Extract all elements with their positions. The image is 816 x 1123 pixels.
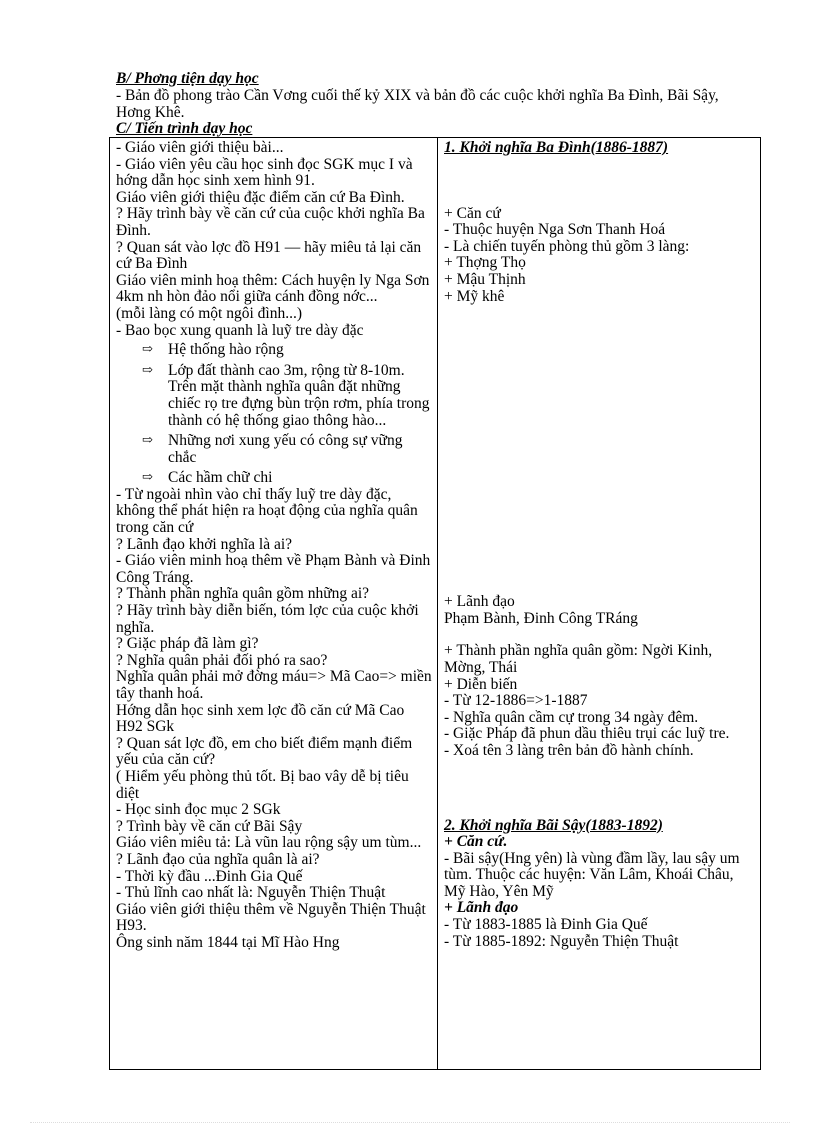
left-line: Ông sinh năm 1844 tại Mĩ Hào Hng — [116, 933, 340, 951]
left-line: - Bao bọc xung quanh là luỹ tre dày đặc — [116, 321, 364, 339]
right-line: + Lãnh đạo — [444, 593, 515, 611]
right-line: + Lãnh đạo — [444, 899, 519, 917]
left-line: ? Hãy trình bày về căn cứ của cuộc khởi nghĩa Ba Đình. — [116, 205, 425, 239]
content-cell — [438, 138, 761, 1070]
right-line: - Từ 12-1886=>1-1887 — [444, 692, 588, 710]
left-line: ? Trình bày về căn cứ Bãi Sậy — [116, 817, 303, 835]
teacher-activities-cell — [110, 138, 438, 1070]
left-line: (mỗi làng có một ngôi đình...) — [116, 304, 302, 322]
arrow-icon: ⇨ — [142, 341, 153, 357]
teacher-activities — [110, 138, 437, 952]
lesson-content — [438, 138, 760, 950]
left-line: ? Quan sát lợc đồ, em cho biết điểm mạnh điểm yếu của căn cứ? — [116, 734, 413, 769]
section-b-title: B/ Phơng tiện dạy học — [116, 70, 259, 87]
right-line: + Căn cứ. — [444, 833, 508, 851]
right-line: - Là chiến tuyến phòng thủ gồm 3 làng: — [444, 237, 690, 255]
arrow-list-item — [116, 342, 432, 359]
right-line: - Từ 1885-1892: Nguyễn Thiện Thuật — [444, 932, 679, 950]
arrow-list-item — [116, 470, 432, 487]
left-line: - Giáo viên yêu cầu học sinh đọc SGK mục I và hớng dẫn học sinh xem hình 91. — [116, 155, 413, 190]
left-line: - Học sinh đọc mục 2 SGk — [116, 801, 281, 819]
left-line: Hớng dẫn học sinh xem lợc đồ căn cứ Mã Cao H92 SGk — [116, 701, 405, 736]
arrow-item-text: Lớp đất thành cao 3m, rộng từ 8-10m. Trên mặt thành nghĩa quân đặt những chiếc rọ tre đựng bùn trộn rơm, phía trong thành có hệ thống giao thông hào... — [168, 361, 430, 429]
left-line: Giáo viên giới thiệu đặc điểm căn cứ Ba Đình. — [116, 188, 405, 206]
left-line: - Giáo viên minh hoạ thêm về Phạm Bành và Đinh Công Tráng. — [116, 552, 431, 586]
right-line: + Diễn biến — [444, 675, 518, 693]
right-line: Phạm Bành, Đinh Công TRáng — [444, 609, 638, 627]
left-line: Giáo viên miêu tả: Là vũn lau rộng sậy um tùm... — [116, 834, 422, 852]
right-line: + Mỹ khê — [444, 287, 505, 305]
heading-ba-dinh: 1. Khởi nghĩa Ba Đình(1886-1887) — [444, 139, 669, 156]
arrow-icon: ⇨ — [142, 432, 153, 448]
arrow-list-item — [116, 433, 432, 466]
left-line: ? Thành phần nghĩa quân gồm những ai? — [116, 585, 370, 603]
arrow-icon: ⇨ — [142, 469, 153, 485]
left-line: ? Lãnh đạo của nghĩa quân là ai? — [116, 850, 320, 868]
left-line: ? Quan sát vào lợc đồ H91 — hãy miêu tả lại căn cứ Ba Đình — [116, 238, 422, 273]
left-line: - Giáo viên giới thiệu bài... — [116, 139, 284, 156]
arrow-item-text: Những nơi xung yếu có công sự vững chắc — [168, 432, 403, 466]
right-line: + Thợng Thọ — [444, 254, 526, 272]
arrow-icon: ⇨ — [142, 361, 153, 377]
right-line: + Thành phần nghĩa quân gồm: Ngời Kinh, Mờng, Thái — [444, 642, 713, 676]
right-line: + Căn cứ — [444, 204, 501, 222]
right-line: - Bãi sậy(Hng yên) là vùng đầm lầy, lau sậy um tùm. Thuộc các huyện: Văn Lâm, Khoái Châu, Mỹ Hào, Yên Mỹ — [444, 849, 740, 900]
arrow-item-text: Hệ thống hào rộng — [168, 341, 284, 359]
right-line: - Từ 1883-1885 là Đinh Gia Quế — [444, 916, 648, 934]
left-line: - Thủ lĩnh cao nhất là: Nguyễn Thiện Thuật — [116, 884, 386, 902]
left-line: ? Hãy trình bày diễn biến, tóm lợc của cuộc khởi nghĩa. — [116, 602, 419, 636]
left-line: - Thời kỳ đầu ...Đinh Gia Quế — [116, 867, 303, 885]
section-c-title: C/ Tiến trình dạy học — [116, 120, 253, 137]
left-line: Giáo viên minh hoạ thêm: Cách huyện ly Nga Sơn 4km nh hòn đảo nổi giữa cánh đồng nớc... — [116, 271, 430, 306]
left-line: ? Nghĩa quân phải đối phó ra sao? — [116, 651, 328, 669]
right-line: - Nghĩa quân cầm cự trong 34 ngày đêm. — [444, 708, 699, 726]
right-line: + Mậu Thịnh — [444, 270, 526, 288]
right-line: - Xoá tên 3 làng trên bản đồ hành chính. — [444, 741, 694, 759]
heading-bai-say: 2. Khởi nghĩa Bãi Sậy(1883-1892) — [444, 816, 663, 834]
arrow-list-item — [116, 363, 432, 429]
lesson-table — [109, 137, 761, 1070]
right-line: - Thuộc huyện Nga Sơn Thanh Hoá — [444, 221, 666, 239]
left-line: ? Giặc pháp đã làm gì? — [116, 635, 259, 653]
right-line: - Giặc Pháp đã phun dầu thiêu trụi các luỹ tre. — [444, 725, 730, 743]
left-line: ( Hiểm yếu phòng thủ tốt. Bị bao vây dễ bị tiêu diệt — [116, 767, 409, 802]
left-line: ? Lãnh đạo khởi nghĩa là ai? — [116, 535, 293, 553]
arrow-item-text: Các hầm chữ chi — [168, 469, 273, 487]
left-line: Giáo viên giới thiệu thêm về Nguyễn Thiện Thuật H93. — [116, 900, 426, 935]
left-line: Nghĩa quân phải mở đờng máu=> Mã Cao=> miền tây thanh hoá. — [116, 668, 432, 702]
section-b-text: - Bản đồ phong trào Cần Vơng cuối thế kỷ XIX và bản đồ các cuộc khởi nghĩa Ba Đình, Bãi Sậy, Hơng Khê. — [116, 87, 719, 121]
left-line: - Từ ngoài nhìn vào chỉ thấy luỹ tre dày đặc, không thể phát hiện ra hoạt động của nghĩa quân trong căn cứ — [116, 485, 418, 537]
